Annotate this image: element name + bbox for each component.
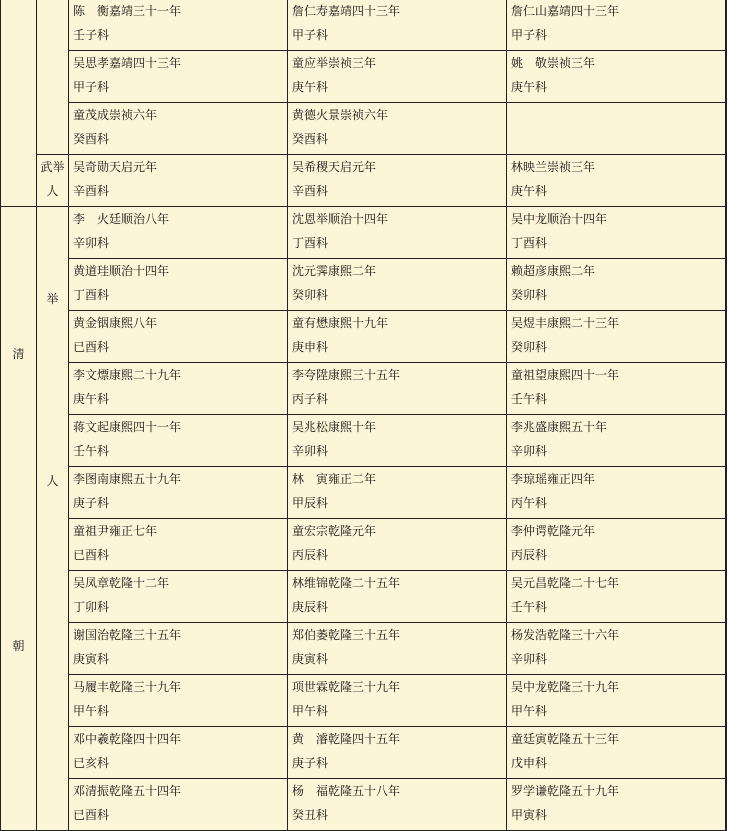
candidate-name-year: 项世霖乾隆三十九年 bbox=[292, 680, 401, 694]
exam-session: 癸卯科 bbox=[511, 340, 548, 354]
candidate-entry bbox=[69, 155, 288, 207]
candidate-name-year: 李仲谔乾隆元年 bbox=[511, 524, 596, 538]
exam-session: 壬子科 bbox=[73, 28, 110, 42]
edge-cell bbox=[726, 675, 727, 727]
candidate-entry bbox=[69, 675, 288, 727]
candidate-entry bbox=[69, 467, 288, 519]
candidate-entry bbox=[507, 0, 726, 51]
candidate-name-year: 詹仁山嘉靖四十三年 bbox=[511, 4, 620, 18]
candidate-name-year: 李图南康熙五十九年 bbox=[73, 472, 182, 486]
candidate-entry bbox=[69, 103, 288, 155]
exam-session: 辛卯科 bbox=[73, 236, 110, 250]
ming-juren-category-cell bbox=[37, 0, 69, 155]
candidate-name-year: 李琼瑶雍正四年 bbox=[511, 472, 596, 486]
exam-session: 已酉科 bbox=[73, 340, 110, 354]
candidate-entry bbox=[69, 259, 288, 311]
candidate-entry bbox=[288, 259, 507, 311]
exam-session: 辛酉科 bbox=[292, 184, 329, 198]
candidate-entry bbox=[507, 779, 726, 831]
candidate-entry bbox=[288, 155, 507, 207]
candidate-name-year: 邓清振乾隆五十四年 bbox=[73, 784, 182, 798]
candidate-entry bbox=[507, 675, 726, 727]
candidate-name-year: 杨 福乾隆五十八年 bbox=[292, 784, 401, 798]
candidate-entry bbox=[507, 311, 726, 363]
table-row bbox=[1, 415, 727, 467]
candidate-name-year: 姚 敬崇祯三年 bbox=[511, 56, 596, 70]
edge-cell bbox=[726, 623, 727, 675]
table-row bbox=[1, 779, 727, 831]
category-char: 人 bbox=[46, 473, 59, 488]
table-row bbox=[1, 675, 727, 727]
candidate-name-year: 童应举崇祯三年 bbox=[292, 56, 377, 70]
candidate-entry bbox=[288, 415, 507, 467]
candidate-name-year: 林维锦乾隆二十五年 bbox=[292, 576, 401, 590]
candidate-name-year: 吴元昌乾隆二十七年 bbox=[511, 576, 620, 590]
exam-session: 癸酉科 bbox=[292, 132, 329, 146]
exam-session: 丙辰科 bbox=[292, 548, 329, 562]
category-char: 举 bbox=[46, 291, 59, 306]
qing-juren-category-cell bbox=[37, 207, 69, 831]
table-row bbox=[1, 259, 727, 311]
exam-session: 丁酉科 bbox=[511, 236, 548, 250]
candidate-entry bbox=[69, 519, 288, 571]
exam-session: 壬午科 bbox=[73, 444, 110, 458]
candidate-entry bbox=[507, 623, 726, 675]
edge-cell bbox=[726, 519, 727, 571]
qing-era-cell bbox=[1, 207, 37, 831]
candidate-name-year: 罗学谦乾隆五十九年 bbox=[511, 784, 620, 798]
candidate-entry bbox=[288, 519, 507, 571]
candidate-entry bbox=[288, 571, 507, 623]
exam-session: 辛酉科 bbox=[73, 184, 110, 198]
edge-cell bbox=[726, 311, 727, 363]
candidate-name-year: 童祖望康熙四十一年 bbox=[511, 368, 620, 382]
exam-session: 丁卯科 bbox=[73, 600, 110, 614]
table-row bbox=[1, 363, 727, 415]
edge-cell bbox=[726, 207, 727, 259]
exam-session: 甲寅科 bbox=[511, 808, 548, 822]
table-row bbox=[1, 155, 727, 207]
edge-cell bbox=[726, 727, 727, 779]
exam-session: 庚午科 bbox=[511, 184, 548, 198]
wu-juren-category-cell bbox=[37, 155, 69, 207]
candidate-name-year: 沈恩举顺治十四年 bbox=[292, 212, 389, 226]
candidate-entry bbox=[288, 727, 507, 779]
exam-session: 癸卯科 bbox=[511, 288, 548, 302]
candidate-entry bbox=[288, 363, 507, 415]
candidate-entry bbox=[507, 467, 726, 519]
candidate-entry bbox=[288, 311, 507, 363]
candidate-name-year: 童宏宗乾隆元年 bbox=[292, 524, 377, 538]
candidate-name-year: 马履丰乾隆三十九年 bbox=[73, 680, 182, 694]
exam-session: 辛卯科 bbox=[511, 652, 548, 666]
candidate-name-year: 谢国治乾隆三十五年 bbox=[73, 628, 182, 642]
table-row bbox=[1, 467, 727, 519]
roster-body bbox=[1, 0, 727, 831]
exam-session: 庚子科 bbox=[292, 756, 329, 770]
exam-session: 癸卯科 bbox=[292, 288, 329, 302]
edge-cell bbox=[726, 467, 727, 519]
exam-session: 庚寅科 bbox=[73, 652, 110, 666]
candidate-entry bbox=[69, 571, 288, 623]
candidate-name-year: 李文熛康熙二十九年 bbox=[73, 368, 182, 382]
candidate-name-year: 李兆盛康熙五十年 bbox=[511, 420, 608, 434]
empty-entry bbox=[507, 103, 726, 155]
candidate-entry bbox=[288, 103, 507, 155]
exam-session: 壬午科 bbox=[511, 392, 548, 406]
edge-cell bbox=[726, 51, 727, 103]
exam-session: 辛卯科 bbox=[292, 444, 329, 458]
exam-session: 辛卯科 bbox=[511, 444, 548, 458]
exam-session: 癸丑科 bbox=[292, 808, 329, 822]
exam-session: 庚午科 bbox=[73, 392, 110, 406]
exam-session: 已酉科 bbox=[73, 548, 110, 562]
candidate-entry bbox=[288, 0, 507, 51]
exam-session: 丙子科 bbox=[292, 392, 329, 406]
exam-session: 戊申科 bbox=[511, 756, 548, 770]
exam-session: 丙午科 bbox=[511, 496, 548, 510]
candidate-name-year: 吴兆松康熙十年 bbox=[292, 420, 377, 434]
candidate-name-year: 童廷寅乾隆五十三年 bbox=[511, 732, 620, 746]
table-row bbox=[1, 51, 727, 103]
candidate-entry bbox=[507, 155, 726, 207]
candidate-entry bbox=[507, 571, 726, 623]
candidate-name-year: 吴中龙顺治十四年 bbox=[511, 212, 608, 226]
exam-session: 丁酉科 bbox=[292, 236, 329, 250]
era-char: 清 bbox=[12, 346, 25, 361]
exam-session: 庚午科 bbox=[292, 80, 329, 94]
candidate-entry bbox=[288, 207, 507, 259]
candidate-name-year: 吴煜丰康熙二十三年 bbox=[511, 316, 620, 330]
exam-session: 甲午科 bbox=[511, 704, 548, 718]
candidate-entry bbox=[69, 623, 288, 675]
candidate-entry bbox=[507, 363, 726, 415]
candidate-name-year: 童茂成崇祯六年 bbox=[73, 108, 158, 122]
edge-cell bbox=[726, 259, 727, 311]
edge-cell bbox=[726, 779, 727, 831]
edge-cell bbox=[726, 103, 727, 155]
candidate-entry bbox=[507, 51, 726, 103]
candidate-name-year: 郑伯萎乾隆三十五年 bbox=[292, 628, 401, 642]
era-char: 朝 bbox=[12, 638, 25, 653]
candidate-entry bbox=[69, 779, 288, 831]
edge-cell bbox=[726, 363, 727, 415]
candidate-name-year: 黄 濬乾隆四十五年 bbox=[292, 732, 401, 746]
table-row bbox=[1, 0, 727, 51]
exam-session: 庚寅科 bbox=[292, 652, 329, 666]
candidate-name-year: 李夸陞康熙三十五年 bbox=[292, 368, 401, 382]
exam-session: 已酉科 bbox=[73, 808, 110, 822]
candidate-name-year: 吴希稷天启元年 bbox=[292, 160, 377, 174]
candidate-name-year: 黄道珪顺治十四年 bbox=[73, 264, 170, 278]
table-row bbox=[1, 207, 727, 259]
candidate-entry bbox=[507, 519, 726, 571]
candidate-name-year: 黄德火景崇祯六年 bbox=[292, 108, 389, 122]
exam-session: 甲子科 bbox=[73, 80, 110, 94]
exam-session: 庚辰科 bbox=[292, 600, 329, 614]
table-row bbox=[1, 623, 727, 675]
candidate-name-year: 童祖尹雍正七年 bbox=[73, 524, 158, 538]
table-row bbox=[1, 571, 727, 623]
candidate-name-year: 蒋文起康熙四十一年 bbox=[73, 420, 182, 434]
candidate-name-year: 邓中羲乾隆四十四年 bbox=[73, 732, 182, 746]
candidate-name-year: 杨发浩乾隆三十六年 bbox=[511, 628, 620, 642]
candidate-name-year: 赖超彦康熙二年 bbox=[511, 264, 596, 278]
candidate-name-year: 陈 衡嘉靖三十一年 bbox=[73, 4, 182, 18]
candidate-entry bbox=[69, 363, 288, 415]
exam-session: 庚子科 bbox=[73, 496, 110, 510]
candidate-name-year: 吴凤章乾隆十二年 bbox=[73, 576, 170, 590]
candidate-name-year: 吴奇勋天启元年 bbox=[73, 160, 158, 174]
exam-session: 甲子科 bbox=[292, 28, 329, 42]
candidate-name-year: 沈元霁康熙二年 bbox=[292, 264, 377, 278]
candidate-entry bbox=[69, 51, 288, 103]
candidate-entry bbox=[69, 207, 288, 259]
candidate-entry bbox=[69, 415, 288, 467]
candidate-name-year: 李 火廷顺治八年 bbox=[73, 212, 170, 226]
candidate-entry bbox=[507, 415, 726, 467]
candidate-name-year: 林 寅雍正二年 bbox=[292, 472, 377, 486]
edge-cell bbox=[726, 0, 727, 51]
candidate-entry bbox=[288, 779, 507, 831]
candidate-name-year: 詹仁寿嘉靖四十三年 bbox=[292, 4, 401, 18]
candidate-entry bbox=[69, 311, 288, 363]
candidate-entry bbox=[288, 467, 507, 519]
candidate-entry bbox=[507, 727, 726, 779]
exam-session: 已亥科 bbox=[73, 756, 110, 770]
candidate-name-year: 吴思孝嘉靖四十三年 bbox=[73, 56, 182, 70]
exam-session: 丁酉科 bbox=[73, 288, 110, 302]
candidate-entry bbox=[69, 727, 288, 779]
edge-cell bbox=[726, 415, 727, 467]
table-row bbox=[1, 103, 727, 155]
exam-session: 甲辰科 bbox=[292, 496, 329, 510]
candidate-entry bbox=[507, 207, 726, 259]
wu-juren-label: 武举人 bbox=[40, 160, 65, 198]
exam-session: 甲子科 bbox=[511, 28, 548, 42]
exam-session: 癸酉科 bbox=[73, 132, 110, 146]
candidate-entry bbox=[288, 51, 507, 103]
edge-cell bbox=[726, 155, 727, 207]
ming-era-cell bbox=[1, 0, 37, 207]
candidate-entry bbox=[69, 0, 288, 51]
exam-session: 甲午科 bbox=[292, 704, 329, 718]
exam-session: 庚申科 bbox=[292, 340, 329, 354]
candidate-entry bbox=[507, 259, 726, 311]
candidate-entry bbox=[288, 675, 507, 727]
exam-session: 丙辰科 bbox=[511, 548, 548, 562]
edge-cell bbox=[726, 571, 727, 623]
candidate-entry bbox=[288, 623, 507, 675]
table-row bbox=[1, 519, 727, 571]
candidate-name-year: 林映兰崇祯三年 bbox=[511, 160, 596, 174]
candidate-name-year: 童有懋康熙十九年 bbox=[292, 316, 389, 330]
exam-session: 壬午科 bbox=[511, 600, 548, 614]
table-row bbox=[1, 311, 727, 363]
candidate-name-year: 吴中龙乾隆三十九年 bbox=[511, 680, 620, 694]
candidate-name-year: 黄金铟康熙八年 bbox=[73, 316, 158, 330]
table-row bbox=[1, 727, 727, 779]
exam-session: 庚午科 bbox=[511, 80, 548, 94]
exam-session: 甲午科 bbox=[73, 704, 110, 718]
